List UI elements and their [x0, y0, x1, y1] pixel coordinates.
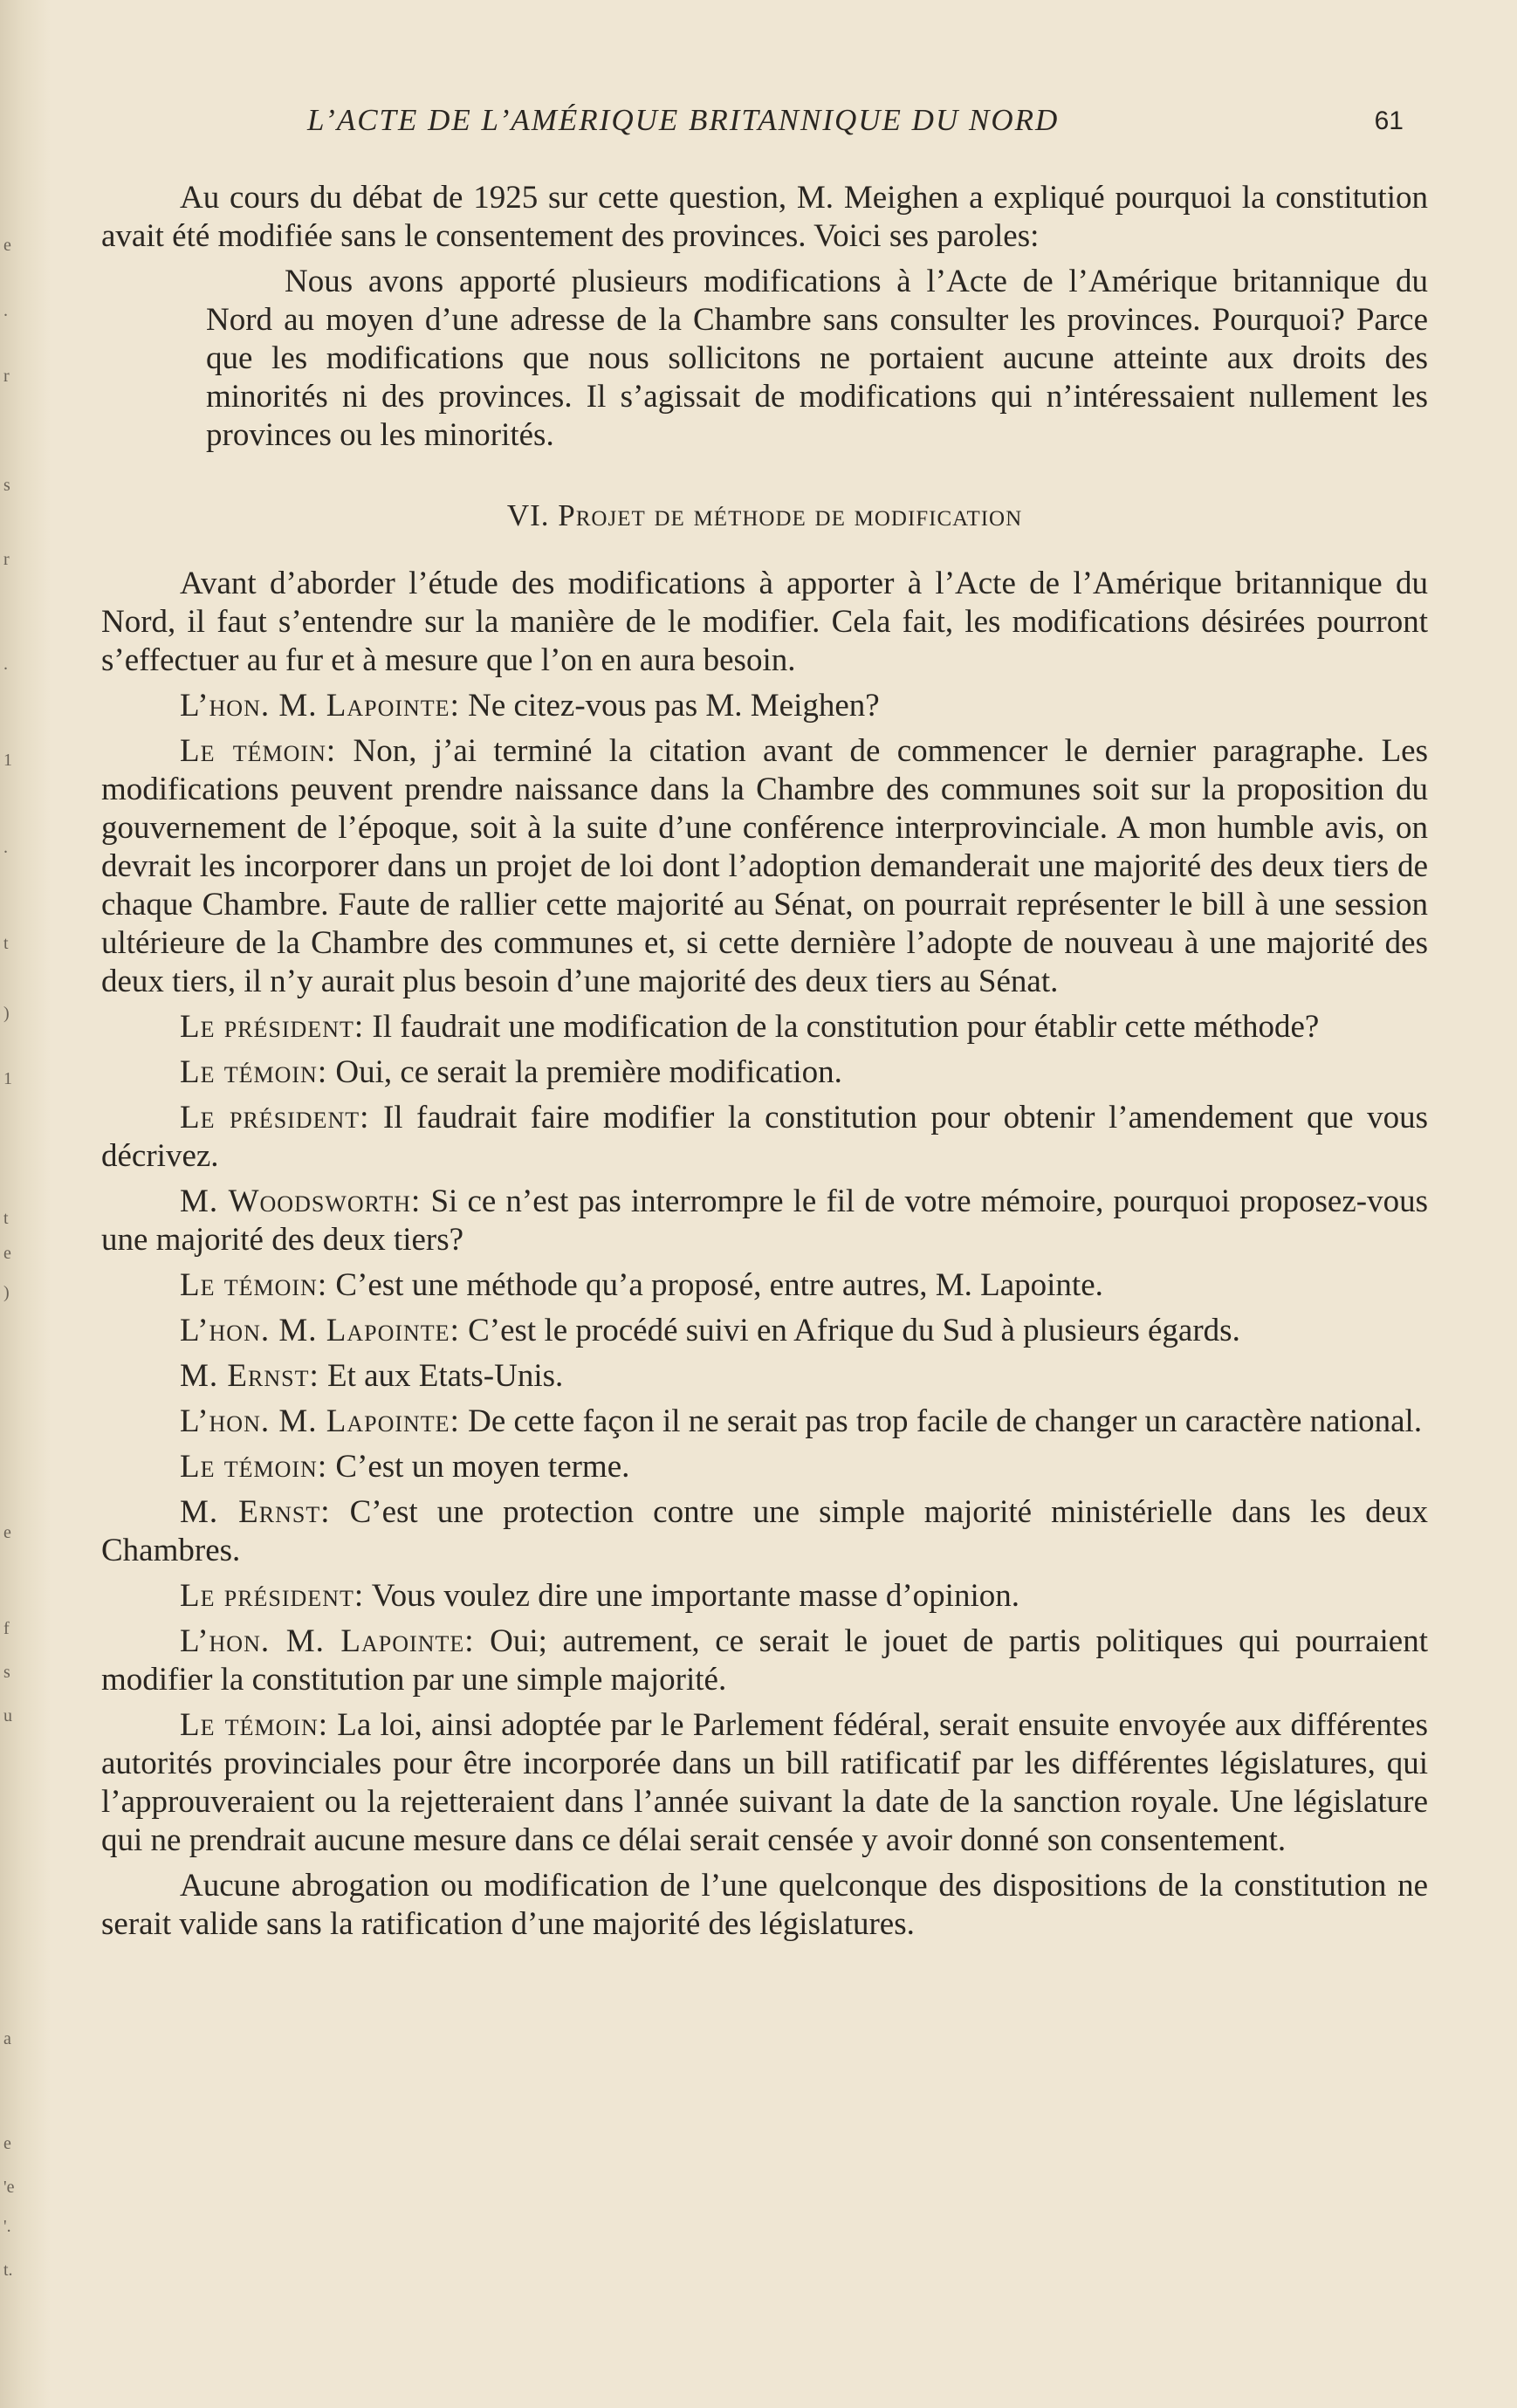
gutter-mark: f — [3, 1619, 10, 1638]
speaker: Le président: — [180, 1100, 370, 1135]
speech: C’est une protection contre une simple majorité ministérielle dans les deux Chambres. — [101, 1494, 1428, 1568]
gutter-mark: e — [3, 1244, 11, 1263]
speaker: Le président: — [180, 1009, 365, 1045]
speaker: Le témoin: — [180, 1449, 328, 1485]
gutter-mark: . — [3, 838, 8, 857]
speaker: L’hon. M. Lapointe: — [180, 1403, 460, 1439]
speaker: M. Ernst: — [180, 1358, 319, 1394]
gutter-mark: ) — [3, 1004, 10, 1023]
gutter-mark: '. — [3, 2217, 11, 2236]
exchange — [101, 732, 1428, 1001]
speech: Non, j’ai terminé la citation avant de commencer le dernier paragraphe. Les modifications peuvent prendre naissance dans la Chambre des communes soit sur la proposition du gouvernement de l’époque, soit à la suite d’une conférence interprovinciale. A mon humble avis, on devrait les incorporer dans un projet de loi dont l’adoption demanderait une majorité des deux tiers de chaque Chambre. Faute de rallier cette majorité au Sénat, on pourrait représenter le bill à une session ultérieure de la Chambre des communes et, si cette dernière l’adopte de nouveau à une majorité des deux tiers, il n’y aurait plus besoin d’une majorité des deux tiers au Sénat. — [101, 733, 1428, 999]
gutter-mark: 'e — [3, 2178, 15, 2197]
gutter-mark: e — [3, 2134, 11, 2153]
running-head: L’ACTE DE L’AMÉRIQUE BRITANNIQUE DU NORD — [307, 103, 1060, 137]
speech: C’est un moyen terme. — [335, 1449, 630, 1485]
gutter-mark: 1 — [3, 751, 12, 770]
exchange — [101, 1403, 1428, 1441]
exchange — [101, 1053, 1428, 1092]
speaker: Le témoin: — [180, 1267, 328, 1303]
speaker: M. Ernst: — [180, 1494, 331, 1530]
speaker: Le témoin: — [180, 1054, 328, 1090]
gutter-mark: t. — [3, 2261, 13, 2280]
gutter-mark: u — [3, 1706, 12, 1725]
exchange — [101, 1266, 1428, 1305]
gutter-mark: ) — [3, 1283, 10, 1302]
gutter-mark: t — [3, 934, 9, 953]
exchange — [101, 1706, 1428, 1860]
binding-gutter — [0, 0, 51, 2408]
gutter-mark: . — [3, 301, 8, 320]
section-number: VI. — [506, 498, 550, 532]
speaker: L’hon. M. Lapointe: — [180, 688, 460, 724]
page-body — [101, 179, 1428, 1951]
exchange — [101, 1183, 1428, 1259]
speech: Il faudrait faire modifier la constitution pour obtenir l’amendement que vous décrivez. — [101, 1100, 1428, 1174]
speaker: L’hon. M. Lapointe: — [180, 1313, 460, 1348]
speech: C’est une méthode qu’a proposé, entre autres, M. Lapointe. — [335, 1267, 1103, 1303]
exchange — [101, 1622, 1428, 1699]
gutter-mark: r — [3, 550, 10, 569]
speech: Vous voulez dire une importante masse d’opinion. — [371, 1578, 1019, 1614]
gutter-mark: e — [3, 1523, 11, 1542]
section-title: Projet de méthode de modification — [558, 498, 1023, 532]
exchange — [101, 687, 1428, 725]
paragraph-method: Avant d’aborder l’étude des modifications à apporter à l’Acte de l’Amérique britannique du Nord, il faut s’entendre sur la manière de le modifier. Cela fait, les modifications désirées pourront s’effectuer au fur et à mesure que l’on en aura besoin. — [101, 566, 1428, 678]
gutter-mark: s — [3, 476, 10, 495]
speaker: M. Woodsworth: — [180, 1183, 422, 1219]
gutter-mark: s — [3, 1663, 10, 1682]
exchange — [101, 1577, 1428, 1616]
speaker: Le président: — [180, 1578, 365, 1614]
paragraph-intro: Au cours du débat de 1925 sur cette question, M. Meighen a expliqué pourquoi la constitution avait été modifiée sans le consentement des provinces. Voici ses paroles: — [101, 180, 1428, 254]
page-header — [307, 103, 1412, 155]
exchange — [101, 1008, 1428, 1046]
speech: De cette façon il ne serait pas trop facile de changer un caractère national. — [468, 1403, 1423, 1439]
speech: Il faudrait une modification de la constitution pour établir cette méthode? — [372, 1009, 1320, 1045]
speech: C’est le procédé suivi en Afrique du Sud à plusieurs égards. — [468, 1313, 1240, 1348]
speech: Si ce n’est pas interrompre le fil de votre mémoire, pourquoi proposez-vous une majorité des deux tiers? — [101, 1183, 1429, 1258]
paragraph-final: Aucune abrogation ou modification de l’une quelconque des dispositions de la constitution ne serait valide sans la ratification d’une majorité des législatures. — [101, 1868, 1428, 1942]
gutter-mark: r — [3, 367, 10, 386]
section-heading — [101, 497, 1428, 535]
exchange — [101, 1099, 1428, 1176]
gutter-mark: t — [3, 1209, 9, 1228]
gutter-mark: a — [3, 2029, 11, 2048]
speaker: Le témoin: — [180, 733, 337, 769]
speaker: L’hon. M. Lapointe: — [180, 1623, 475, 1659]
exchange — [101, 1357, 1428, 1396]
speech: Oui; autrement, ce serait le jouet de partis politiques qui pourraient modifier la constitution par une simple majorité. — [101, 1623, 1428, 1698]
speech: Et aux Etats-Unis. — [327, 1358, 564, 1394]
gutter-mark: . — [3, 655, 8, 674]
gutter-mark: e — [3, 236, 11, 255]
speaker: Le témoin: — [180, 1707, 329, 1743]
exchange — [101, 1493, 1428, 1570]
page-number: 61 — [1374, 106, 1404, 135]
exchange — [101, 1448, 1428, 1486]
gutter-mark: 1 — [3, 1069, 12, 1088]
exchange — [101, 1312, 1428, 1350]
speech: Oui, ce serait la première modification. — [335, 1054, 842, 1090]
speech: Ne citez-vous pas M. Meighen? — [468, 688, 880, 724]
quotation: Nous avons apporté plusieurs modifications à l’Acte de l’Amérique britannique du Nord au moyen d’une adresse de la Chambre sans consulter les provinces. Pourquoi? Parce que les modifications que nous sollicitons ne portaient aucune atteinte aux droits des minorités ni des provinces. Il s’agissait de modifications qui n’intéressaient nullement les provinces ou les minorités. — [206, 264, 1428, 453]
speech: La loi, ainsi adoptée par le Parlement fédéral, serait ensuite envoyée aux différentes autorités provinciales pour être incorporée dans un bill ratificatif par les différentes législatures, qui l’approuveraient ou la rejetteraient dans l’année suivant la date de la sanction royale. Une législature qui ne prendrait aucune mesure dans ce délai serait censée y avoir donné son consentement. — [101, 1707, 1428, 1858]
